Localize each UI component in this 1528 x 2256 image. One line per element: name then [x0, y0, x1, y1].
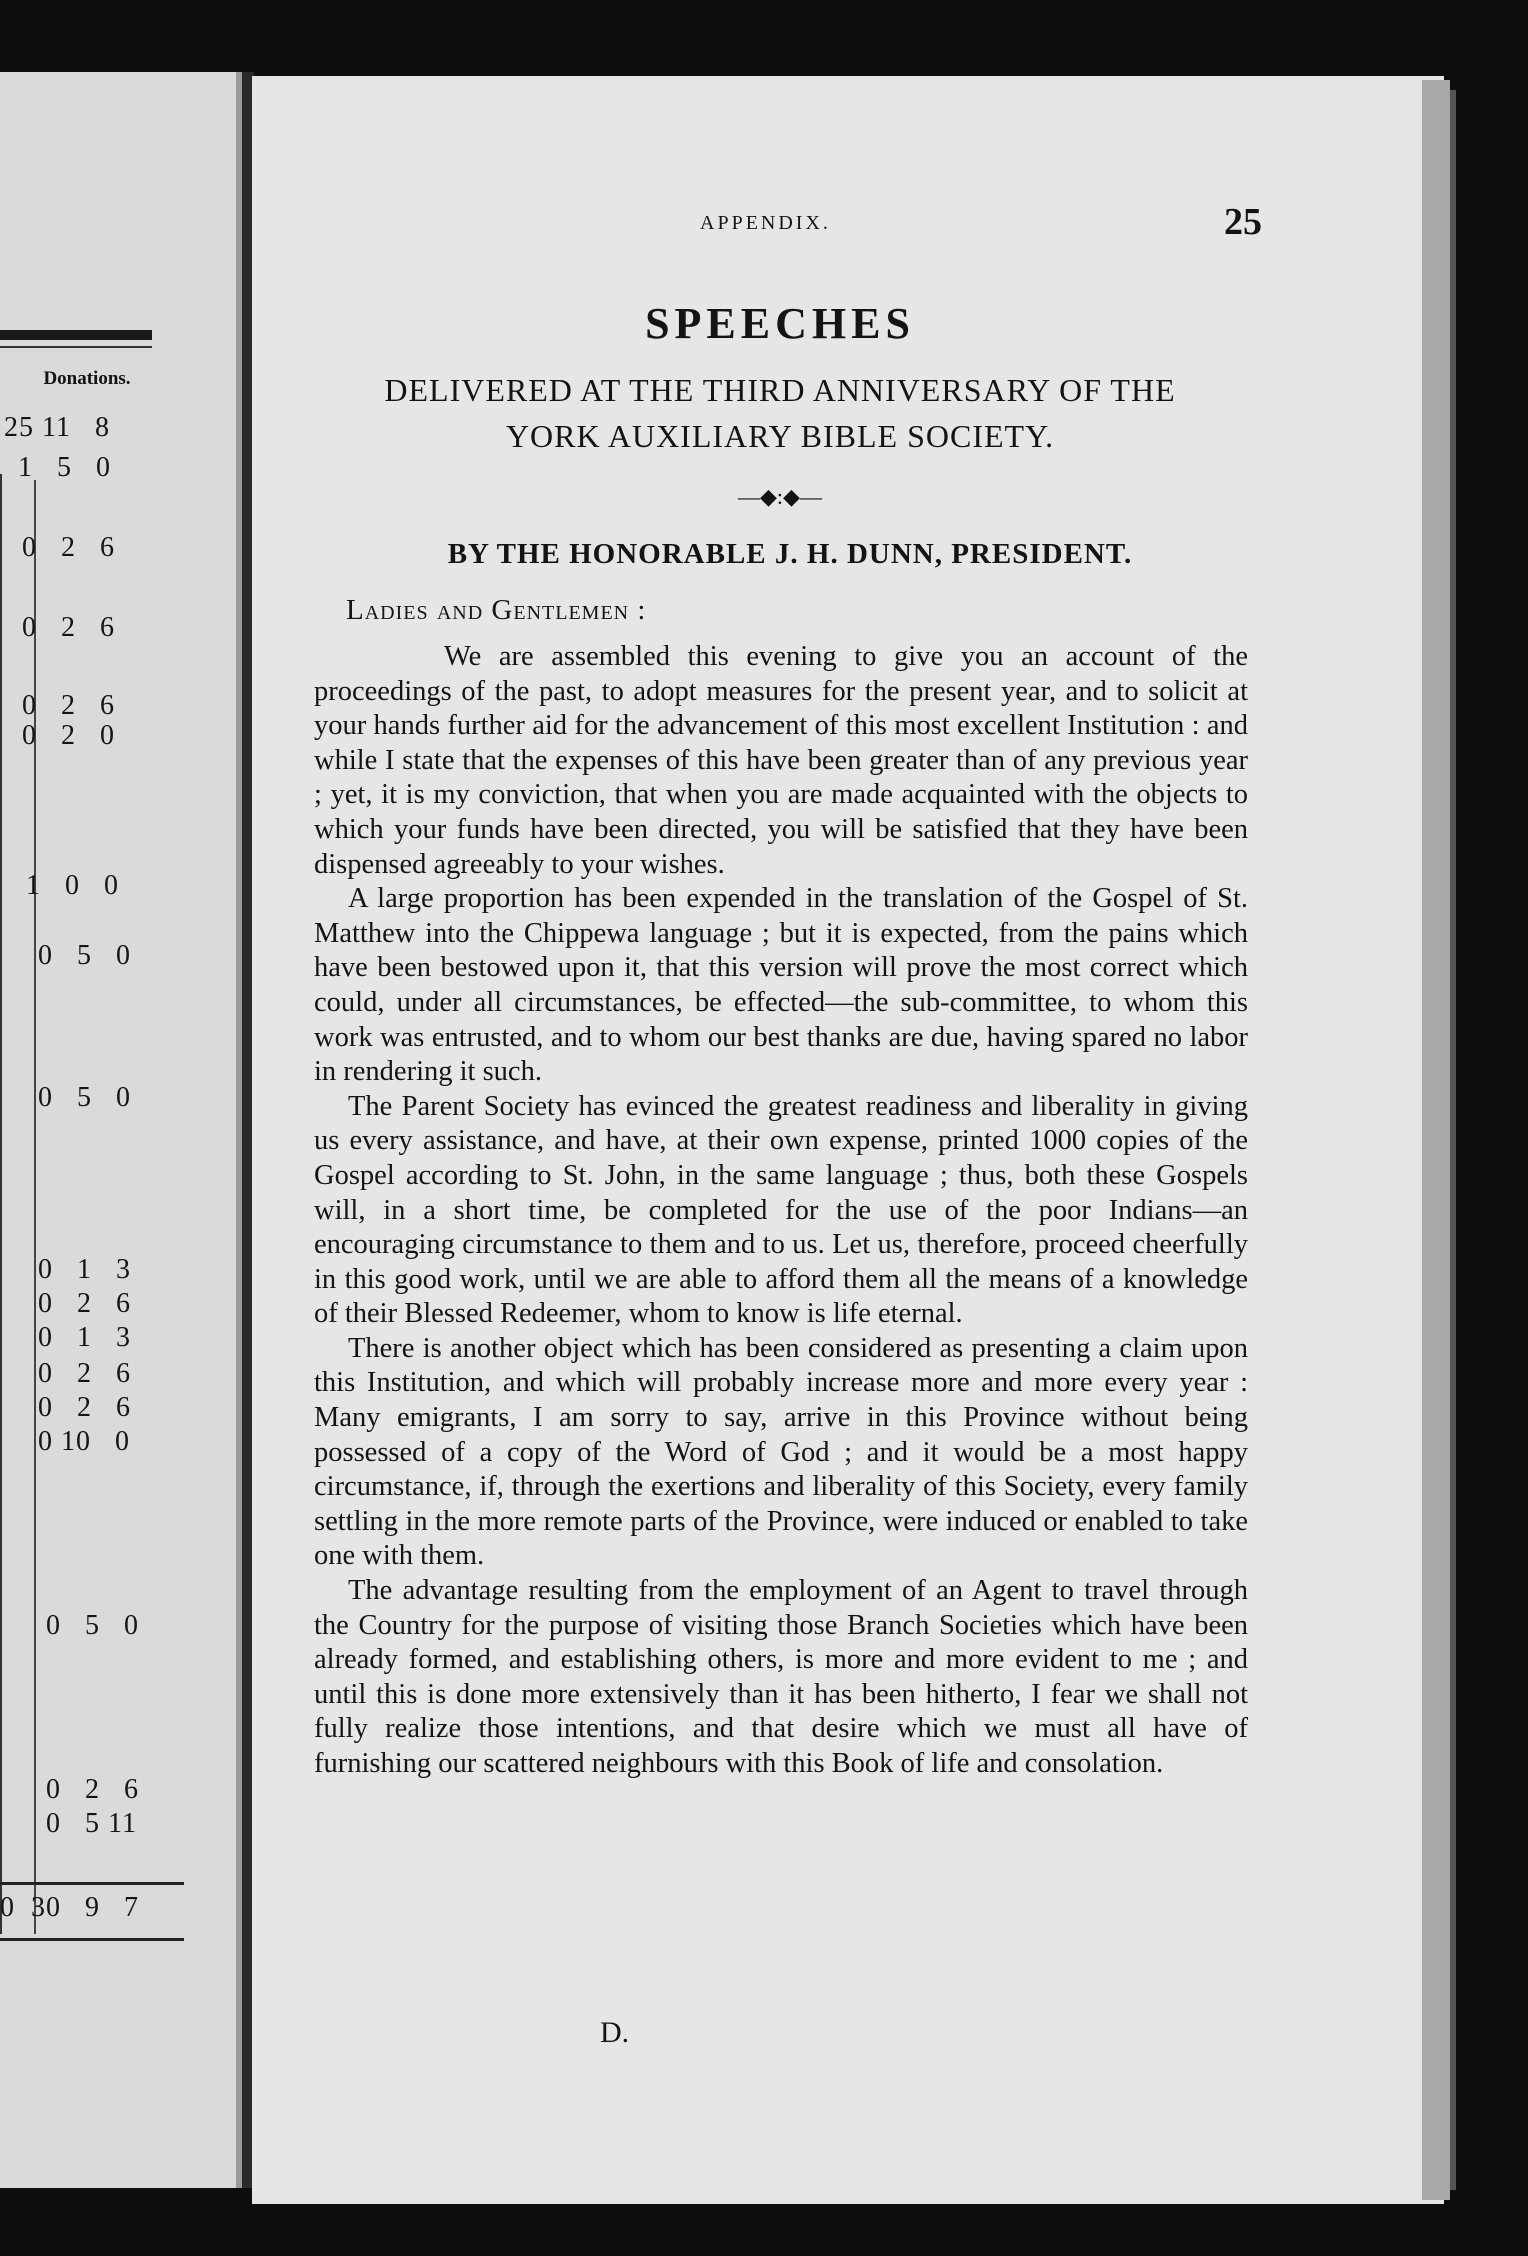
table-bottom-rule — [0, 1938, 184, 1941]
donation-row: 0 10 0 — [22, 1426, 130, 1457]
donation-row: 0 2 6 — [22, 1392, 131, 1423]
donation-row: 25 11 8 — [4, 412, 110, 443]
donation-row: 0 2 6 — [22, 1358, 131, 1389]
donation-row: 0 2 6 — [14, 690, 115, 721]
donation-row: 0 2 6 — [22, 1288, 131, 1319]
table-top-rule-thin — [0, 346, 152, 348]
donation-row: 0 5 0 — [22, 940, 131, 971]
paragraph: The Parent Society has evinced the greatest readiness and liberality in giving us every assistance, and have, at their own expense, printed 1000 copies of the Gospel according to St. John, in the same language ; thus, both these Gospels will, in a short time, be completed for the use of the poor Indians—an encouraging circumstance to them and to us. Let us, therefore, proceed cheerfully in this good work, until we are able to afford them all the means of a knowledge of their Blessed Redeemer, whom to know is life eternal. — [314, 1090, 1248, 1330]
donation-total-row: 0 30 9 7 — [0, 1892, 139, 1923]
donation-row: 1 5 0 — [10, 452, 111, 483]
page-edge — [1422, 80, 1450, 2200]
donation-row: 0 1 3 — [22, 1254, 131, 1285]
ornament-divider: —◆:◆— — [738, 484, 822, 509]
page-number: 25 — [1224, 201, 1262, 243]
donation-row: 0 5 0 — [22, 1610, 139, 1641]
donation-row: 0 2 6 — [22, 1774, 139, 1805]
table-column-rule — [0, 474, 2, 1934]
donation-row: 0 2 0 — [14, 720, 115, 751]
paragraph: A large proportion has been expended in the translation of the Gospel of St. Matthew into the Chippewa language ; but it is expected, from the pains which have been bestowed upon it, that this version will prove the most correct which could, under all circumstances, be effected—the sub-committee, to whom this work was entrusted, and to whom our best thanks are due, having spared no labor in rendering it such. — [314, 883, 1248, 1088]
donation-row: 0 5 11 — [22, 1808, 137, 1839]
donation-row: 0 2 6 — [14, 532, 115, 563]
speech-body — [314, 640, 1248, 1782]
paragraph: The advantage resulting from the employment of an Agent to travel through the Country for the purpose of visiting those Branch Societies which have been already formed, and establishing others, is more and more evident to me ; and until this is done more extensively than it has been hitherto, I fear we shall not fully realize those intentions, and that desire which we must all have of furnishing our scattered neighbours with this Book of life and consolation. — [314, 1575, 1248, 1779]
signature-mark: D. — [600, 2016, 630, 2049]
salutation: Ladies and Gentlemen : — [346, 594, 647, 626]
page-title: SPEECHES — [645, 299, 915, 348]
donation-row: 1 0 0 — [18, 870, 119, 901]
donations-column-header: Donations. — [43, 368, 131, 389]
table-total-rule — [0, 1882, 184, 1885]
donation-row: 0 2 6 — [14, 612, 115, 643]
speaker-heading: BY THE HONORABLE J. H. DUNN, PRESIDENT. — [447, 538, 1133, 570]
paragraph: There is another object which has been considered as presenting a claim upon this Institution, and which will probably increase more and more every year : Many emigrants, I am sorry to say, arrive in this Province without being possessed of a copy of the Word of God ; and it would be a most happy circumstance, if, through the exertions and liberality of this Society, every family settling in the more remote parts of the Province, were induced or enabled to take one with them. — [314, 1332, 1248, 1572]
subtitle-line-2: YORK AUXILIARY BIBLE SOCIETY. — [505, 418, 1055, 454]
running-head: APPENDIX. — [700, 212, 831, 234]
page-edge-shadow — [1450, 90, 1456, 2190]
donation-row: 0 1 3 — [22, 1322, 131, 1353]
left-facing-page — [0, 72, 242, 2188]
table-top-rule — [0, 330, 152, 340]
paragraph: We are assembled this evening to give you an account of the proceedings of the past, to adopt measures for the present year, and to solicit at your hands further aid for the advancement of this most excellent Institution : and while I state that the expenses of this have been greater than of any previous year ; yet, it is my conviction, that when you are made acquainted with the objects to which your funds have been directed, you will be satisfied that they have been dispensed agreeably to your wishes. — [314, 641, 1248, 880]
subtitle-line-1: DELIVERED AT THE THIRD ANNIVERSARY OF THE — [384, 372, 1176, 408]
donation-row: 0 5 0 — [22, 1082, 131, 1113]
